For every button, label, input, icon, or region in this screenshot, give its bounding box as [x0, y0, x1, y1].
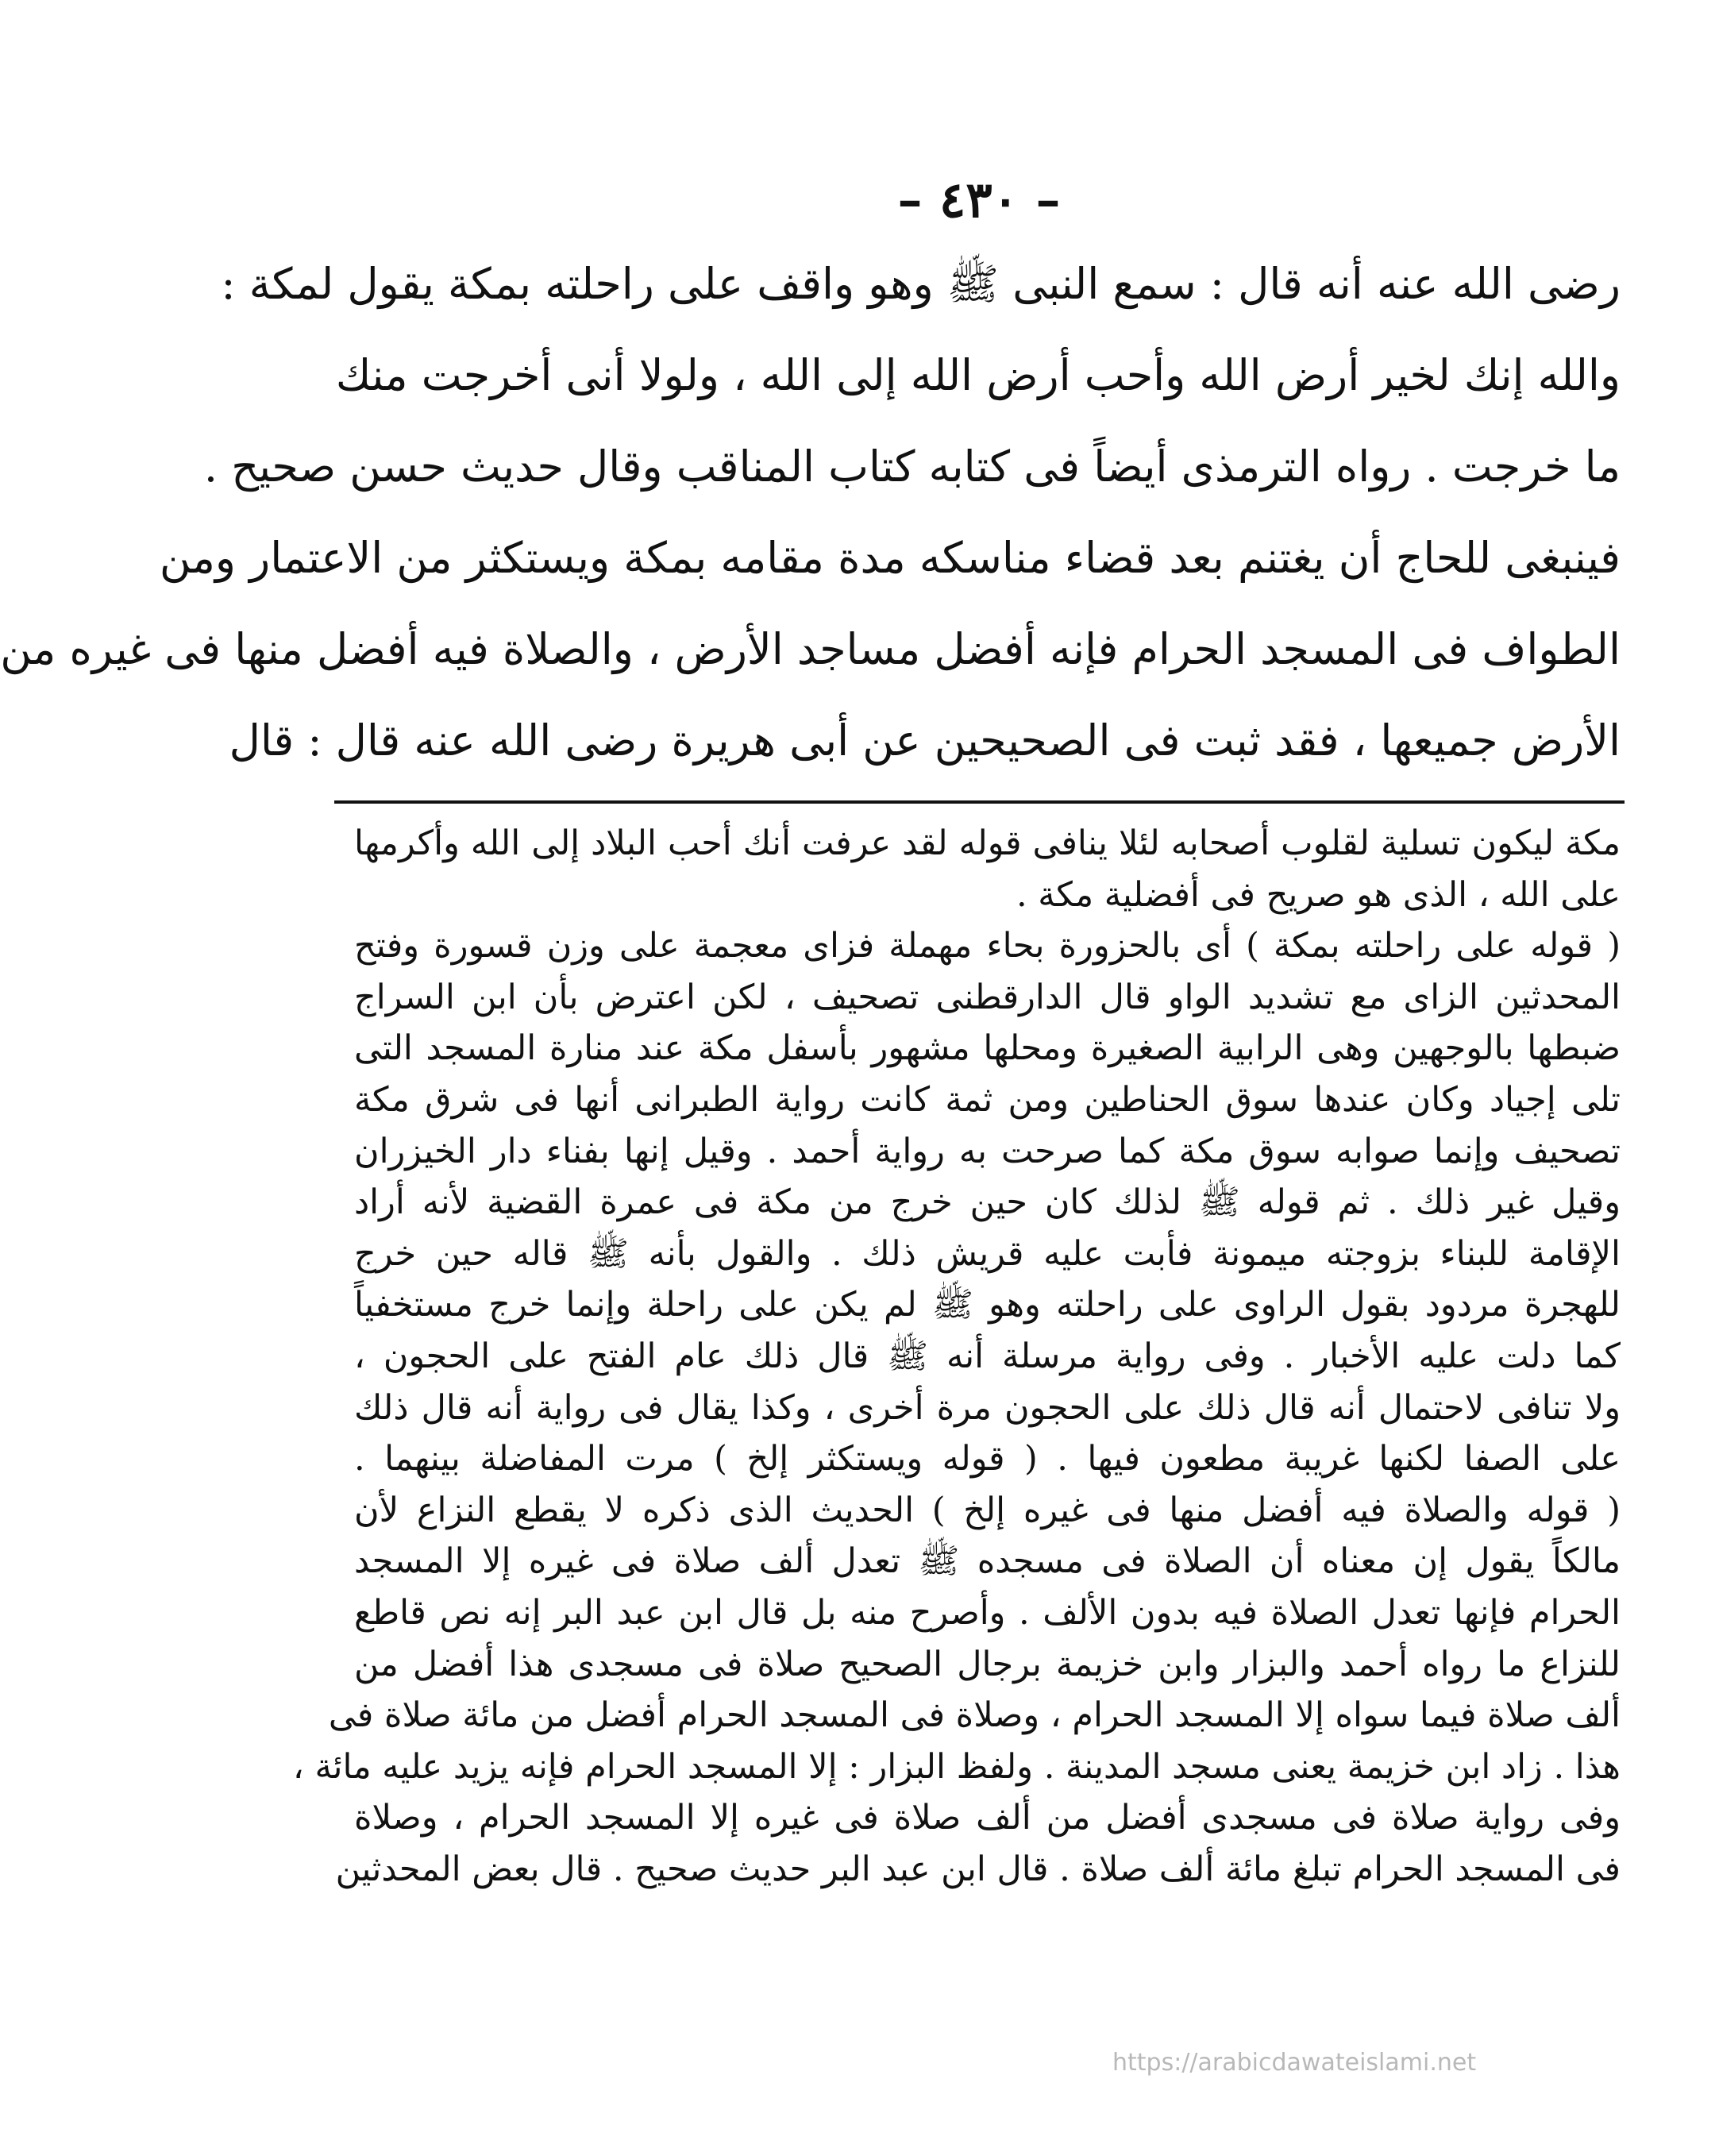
- footnote-line: ألف صلاة فيما سواه إلا المسجد الحرام ، وصلاة فى المسجد الحرام أفضل من مائة صلاة فى: [328, 1695, 1621, 1736]
- main-text-line: ما خرجت . رواه الترمذى أيضاً فى كتابه كتاب المناقب وقال حديث حسن صحيح .: [203, 442, 1621, 492]
- footnote-line: على الله ، الذى هو صريح فى أفضلية مكة .: [1016, 874, 1621, 915]
- page-number: – ٤٣٠ –: [897, 171, 1061, 229]
- watermark-url: https://arabicdawateislami.net: [1112, 2049, 1477, 2077]
- footnote-line: للهجرة مردود بقول الراوى على راحلته وهو ﷺ لم يكن على راحلة وإنما خرج مستخفياً: [354, 1285, 1621, 1325]
- main-text-line: الطواف فى المسجد الحرام فإنه أفضل مساجد الأرض ، والصلاة فيه أفضل منها فى غيره من: [0, 624, 1621, 674]
- footnote-line: هذا . زاد ابن خزيمة يعنى مسجد المدينة . ولفظ البزار : إلا المسجد الحرام فإنه يزيد عليه مائة ،: [292, 1746, 1621, 1787]
- footnotes: [292, 818, 1621, 1895]
- main-text-line: فينبغى للحاج أن يغتنم بعد قضاء مناسكه مدة مقامه بمكة ويستكثر من الاعتمار ومن: [159, 533, 1621, 583]
- main-text-line: رضى الله عنه أنه قال : سمع النبى ﷺ وهو واقف على راحلته بمكة يقول لمكة :: [221, 259, 1621, 309]
- footnote-line: تصحيف وإنما صوابه سوق مكة كما صرحت به رواية أحمد . وقيل إنها بفناء دار الخيزران: [354, 1131, 1621, 1171]
- footnote-line: وقيل غير ذلك . ثم قوله ﷺ لذلك كان حين خرج من مكة فى عمرة القضية لأنه أراد: [354, 1182, 1621, 1223]
- footnote-divider: [334, 800, 1625, 804]
- footnote-line: ولا تنافى لاحتمال أنه قال ذلك على الحجون مرة أخرى ، وكذا يقال فى رواية أنه قال ذلك: [354, 1387, 1621, 1428]
- main-text-line: الأرض جميعها ، فقد ثبت فى الصحيحين عن أبى هريرة رضى الله عنه قال : قال: [229, 715, 1621, 766]
- footnote-line: ضبطها بالوجهين وهى الرابية الصغيرة ومحلها مشهور بأسفل مكة عند منارة المسجد التى: [354, 1028, 1621, 1069]
- footnote-line: فى المسجد الحرام تبلغ مائة ألف صلاة . قال ابن عبد البر حديث صحيح . قال بعض المحدثين: [335, 1849, 1621, 1889]
- footnote-line: مكة ليكون تسلية لقلوب أصحابه لئلا ينافى قوله لقد عرفت أنك أحب البلاد إلى الله وأكرمها: [354, 823, 1621, 863]
- footnote-line: الإقامة للبناء بزوجته ميمونة فأبت عليه قريش ذلك . والقول بأنه ﷺ قاله حين خرج: [354, 1233, 1621, 1274]
- footnote-line: للنزاع ما رواه أحمد والبزار وابن خزيمة برجال الصحيح صلاة فى مسجدى هذا أفضل من: [354, 1644, 1621, 1684]
- footnote-line: وفى رواية صلاة فى مسجدى أفضل من ألف صلاة فى غيره إلا المسجد الحرام ، وصلاة: [354, 1798, 1621, 1838]
- footnote-line: كما دلت عليه الأخبار . وفى رواية مرسلة أنه ﷺ قال ذلك عام الفتح على الحجون ،: [354, 1336, 1621, 1376]
- footnote-line: تلى إجياد وكان عندها سوق الحناطين ومن ثمة كانت رواية الطبرانى أنها فى شرق مكة: [354, 1079, 1621, 1120]
- main-text: [0, 238, 1621, 786]
- footnote-line: ( قوله على راحلته بمكة ) أى بالحزورة بحاء مهملة فزاى معجمة على وزن قسورة وفتح: [354, 926, 1621, 966]
- footnote-line: المحدثين الزاى مع تشديد الواو قال الدارقطنى تصحيف ، لكن اعترض بأن ابن السراج: [354, 977, 1621, 1017]
- footnote-line: على الصفا لكنها غريبة مطعون فيها . ( قوله ويستكثر إلخ ) مرت المفاضلة بينهما .: [354, 1439, 1621, 1479]
- main-text-line: والله إنك لخير أرض الله وأحب أرض الله إلى الله ، ولولا أنى أخرجت منك: [335, 350, 1621, 400]
- footnote-line: ( قوله والصلاة فيه أفضل منها فى غيره إلخ ) الحديث الذى ذكره لا يقطع النزاع لأن: [354, 1490, 1621, 1530]
- footnote-line: مالكاً يقول إن معناه أن الصلاة فى مسجده ﷺ تعدل ألف صلاة فى غيره إلا المسجد: [354, 1541, 1621, 1582]
- footnote-line: الحرام فإنها تعدل الصلاة فيه بدون الألف . وأصرح منه بل قال ابن عبد البر إنه نص قاطع: [354, 1592, 1621, 1633]
